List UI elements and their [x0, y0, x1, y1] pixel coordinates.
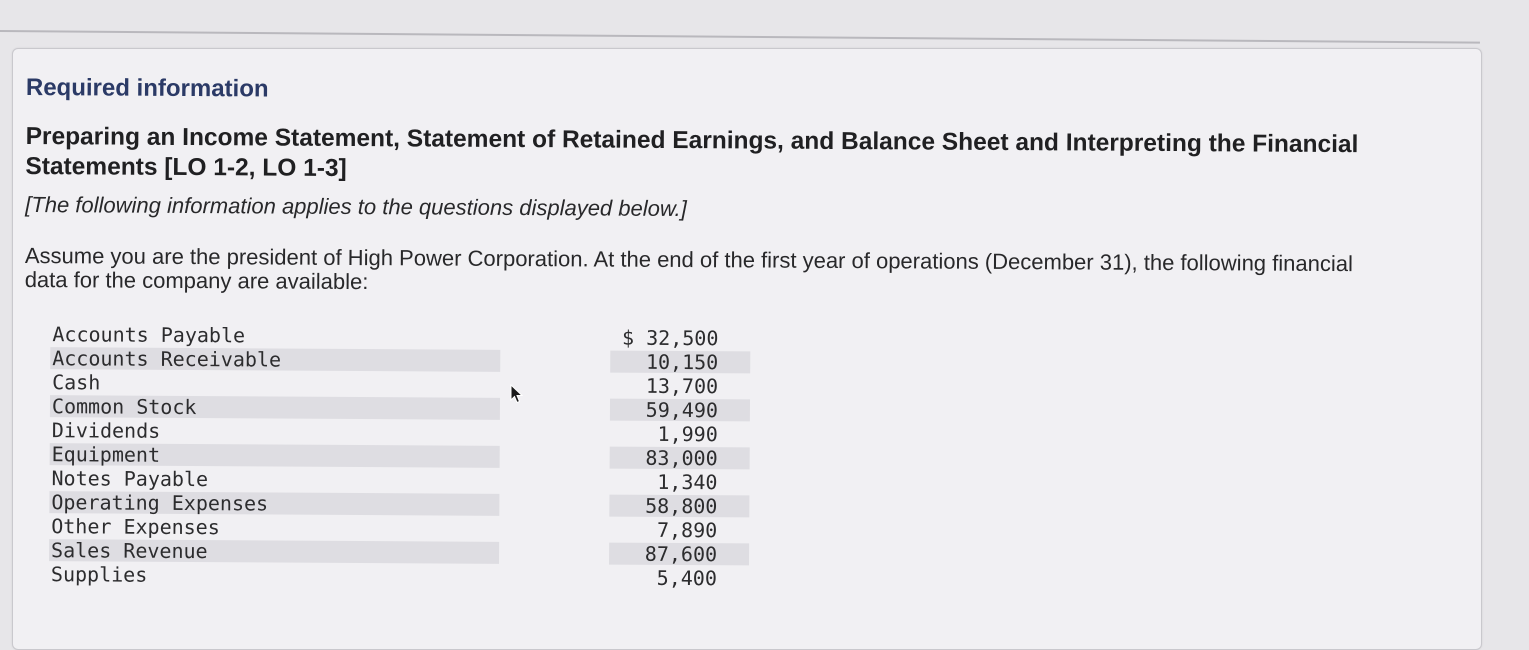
- row-label: Cash: [52, 370, 101, 395]
- row-value: 10,150: [645, 349, 719, 375]
- table-row: [49, 562, 749, 590]
- mouse-pointer-icon: [510, 384, 524, 404]
- row-label: Supplies: [50, 562, 148, 587]
- top-divider: [0, 30, 1480, 44]
- financial-data-table: [49, 322, 751, 590]
- row-value: 1,340: [657, 469, 718, 495]
- row-value: $ 32,500: [621, 325, 719, 351]
- row-value: 1,990: [657, 421, 718, 447]
- applies-note: [The following information applies to the questions displayed below.]: [25, 191, 687, 222]
- row-label: Other Expenses: [51, 514, 220, 540]
- row-label: Notes Payable: [51, 466, 209, 492]
- intro-paragraph: Assume you are the president of High Power Corporation. At the end of the first year of operations (December 31), the following financial data for the company are available:: [24, 242, 1353, 295]
- row-label: Accounts Payable: [52, 322, 246, 348]
- row-value: 59,490: [645, 397, 719, 423]
- row-value: 83,000: [645, 445, 718, 471]
- question-content: [23, 74, 1366, 594]
- row-value: 7,890: [656, 517, 718, 543]
- row-value: 5,400: [656, 565, 718, 591]
- problem-title: Preparing an Income Statement, Statement of Retained Earnings, and Balance Sheet and Interpreting the Financial Statements [LO 1-2, LO 1-3]: [25, 122, 1359, 182]
- row-label: Common Stock: [51, 394, 197, 420]
- row-label: Accounts Receivable: [52, 346, 282, 372]
- row-value: 58,800: [645, 493, 718, 519]
- required-information-heading: Required information: [25, 74, 269, 103]
- row-label: Operating Expenses: [51, 490, 269, 516]
- row-label: Dividends: [51, 418, 161, 443]
- row-label: Sales Revenue: [51, 538, 208, 564]
- row-value: 13,700: [645, 373, 719, 399]
- row-label: Equipment: [51, 442, 161, 467]
- row-value: 87,600: [644, 541, 718, 567]
